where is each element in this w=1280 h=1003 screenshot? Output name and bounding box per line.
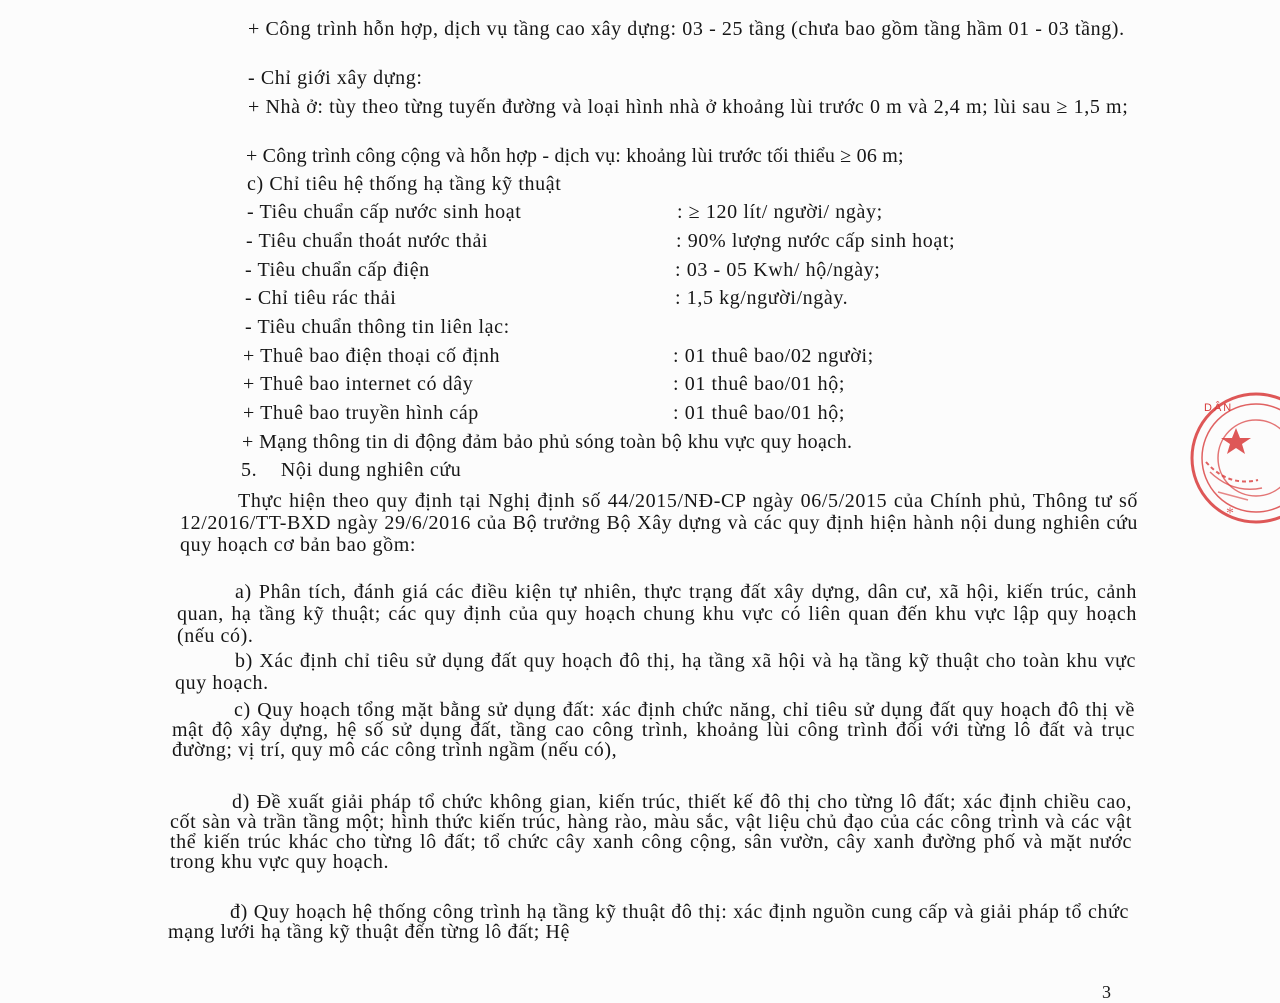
telecom-value: : 01 thuê bao/01 hộ;	[673, 373, 845, 395]
standard-value: : 03 - 05 Kwh/ hộ/ngày;	[675, 259, 881, 281]
seal-icon	[1188, 392, 1280, 532]
item-d: d) Đề xuất giải pháp tổ chức không gian, kiến trúc, thiết kế đô thị cho từng lô đất; xác định chiều cao, cốt sàn và trần tầng một; hình thức kiến trúc, hàng rào, màu sắc, vật liệu chủ đạo của các công trình và các vật thể kiến trúc khác cho từng lô đất; tổ chức cây xanh công cộng, sân vườn, cây xanh đường phố và mặt nước trong khu vực quy hoạch.	[170, 791, 1132, 873]
telecom-row	[243, 402, 845, 424]
telecom-row	[243, 373, 845, 395]
page-number: 3	[1102, 982, 1111, 1002]
line-public-setback: + Công trình công cộng và hỗn hợp - dịch vụ: khoảng lùi trước tối thiểu ≥ 06 m;	[246, 145, 904, 167]
telecom-label: + Thuê bao điện thoại cố định	[243, 345, 501, 367]
telecom-row	[243, 345, 874, 367]
svg-text:*: *	[1226, 505, 1234, 522]
telecom-value: : 01 thuê bao/01 hộ;	[673, 402, 845, 424]
standard-value: : 90% lượng nước cấp sinh hoạt;	[676, 230, 956, 252]
standard-label: - Tiêu chuẩn cấp nước sinh hoạt	[247, 201, 522, 223]
section-title: Nội dung nghiên cứu	[280, 459, 462, 481]
standard-value: : ≥ 120 lít/ người/ ngày;	[677, 201, 883, 223]
standard-row	[245, 259, 881, 281]
section-number: 5.	[241, 459, 258, 481]
telecom-heading: - Tiêu chuẩn thông tin liên lạc:	[245, 316, 510, 338]
standard-row	[246, 230, 956, 252]
line-housing-setback: + Nhà ở: tùy theo từng tuyến đường và loại hình nhà ở khoảng lùi trước 0 m và 2,4 m; lùi sau ≥ 1,5 m;	[248, 96, 1129, 118]
telecom-label: + Thuê bao internet có dây	[243, 373, 474, 395]
line-mixed-use-height: + Công trình hỗn hợp, dịch vụ tầng cao xây dựng: 03 - 25 tầng (chưa bao gồm tầng hầm 01 - 03 tầng).	[248, 18, 1125, 40]
standard-label: - Chỉ tiêu rác thải	[245, 287, 397, 309]
intro-paragraph: Thực hiện theo quy định tại Nghị định số 44/2015/NĐ-CP ngày 06/5/2015 của Chính phủ, Thông tư số 12/2016/TT-BXD ngày 29/6/2016 của Bộ trưởng Bộ Xây dựng và các quy định hiện hành nội dung nghiên cứu quy hoạch cơ bản bao gồm:	[180, 490, 1138, 556]
line-infrastructure-heading: c) Chỉ tiêu hệ thống hạ tầng kỹ thuật	[247, 173, 562, 195]
standard-row	[247, 201, 883, 223]
line-mobile-coverage: + Mạng thông tin di động đảm bảo phủ sóng toàn bộ khu vực quy hoạch.	[242, 431, 853, 453]
red-seal-stamp	[1188, 392, 1280, 532]
seal-text: DÂN	[1204, 402, 1234, 414]
item-a: a) Phân tích, đánh giá các điều kiện tự nhiên, thực trạng đất xây dựng, dân cư, xã hội, kiến trúc, cảnh quan, hạ tầng kỹ thuật; các quy định của quy hoạch chung khu vực có liên quan đến khu vực lập quy hoạch (nếu có).	[177, 581, 1137, 647]
standard-row	[245, 287, 849, 309]
item-b: b) Xác định chỉ tiêu sử dụng đất quy hoạch đô thị, hạ tầng xã hội và hạ tầng kỹ thuật cho toàn khu vực quy hoạch.	[175, 650, 1136, 694]
standard-label: - Tiêu chuẩn thoát nước thải	[246, 230, 489, 252]
item-c: c) Quy hoạch tổng mặt bằng sử dụng đất: xác định chức năng, chỉ tiêu sử dụng đất quy hoạch đô thị về mật độ xây dựng, hệ số sử dụng đất, tầng cao công trình, khoảng lùi công trình đối với từng lô đất và trục đường; vị trí, quy mô các công trình ngầm (nếu có),	[172, 699, 1135, 761]
standard-label: - Tiêu chuẩn cấp điện	[245, 259, 430, 281]
telecom-label: + Thuê bao truyền hình cáp	[243, 402, 479, 424]
telecom-value: : 01 thuê bao/02 người;	[673, 345, 874, 367]
item-dd: đ) Quy hoạch hệ thống công trình hạ tầng kỹ thuật đô thị: xác định nguồn cung cấp và giải pháp tổ chức mạng lưới hạ tầng kỹ thuật đến từng lô đất; Hệ	[168, 901, 1129, 943]
standard-value: : 1,5 kg/người/ngày.	[675, 287, 849, 309]
line-building-line-heading: - Chỉ giới xây dựng:	[248, 67, 423, 89]
section-heading	[241, 460, 461, 481]
